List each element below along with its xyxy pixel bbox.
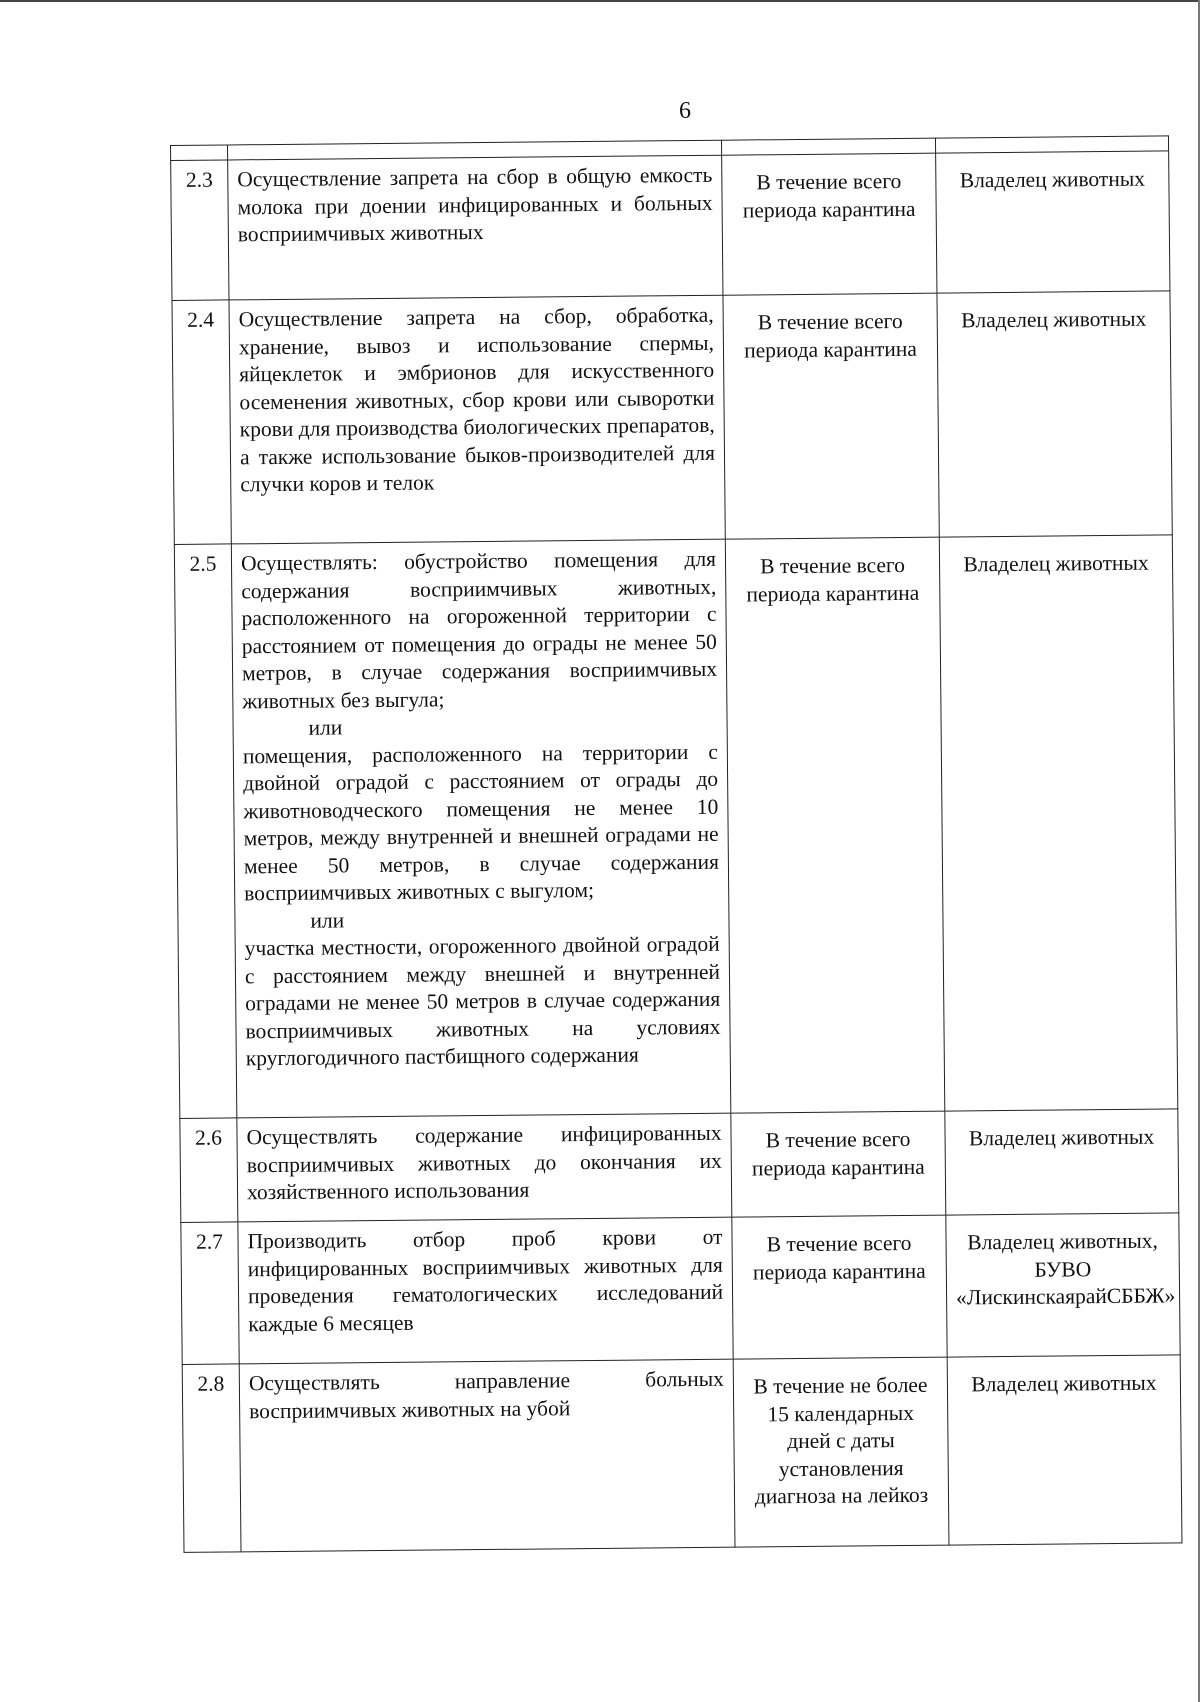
action-text: Осуществлять содержание инфицированных восприимчивых животных до окончания их хозяйственного использования: [246, 1120, 722, 1205]
row-responsible: Владелец животных: [939, 535, 1177, 1111]
row-responsible: Владелец животных: [936, 151, 1170, 293]
table-row: [174, 535, 1177, 1119]
row-term: В течение всего периода карантина: [731, 1111, 946, 1217]
row-term: В течение всего периода карантина: [732, 1215, 947, 1359]
row-number: 2.5: [174, 544, 237, 1119]
row-responsible: Владелец животных: [947, 1355, 1182, 1545]
action-text: помещения, расположенного на территории с двойной оградой с расстоянием от ограды до животноводческого помещения не менее 10 метров, между внутренней и внешней оградами не менее 50 метров, в случае содержания восприимчивых животных с выгулом;: [242, 739, 720, 906]
scan-edge-top: [0, 0, 1200, 2]
row-action: [231, 539, 730, 1118]
row-action: [237, 1113, 732, 1222]
action-text: Осуществление запрета на сбор, обработка, хранение, вывоз и использование спермы, яйцеклеток и эмбрионов для искусственного осеменения животных, сбор крови или сыворотки крови для производства биологических препаратов, а также использование быков-производителей для случки коров и телок: [238, 302, 716, 497]
row-number: 2.4: [172, 300, 231, 545]
action-text: Осуществлять направление больных восприимчивых животных на убой: [248, 1366, 724, 1423]
action-text: Производить отбор проб крови от инфицированных восприимчивых животных для проведения гематологических исследований каждые 6 месяцев: [247, 1224, 724, 1336]
table-row: [172, 291, 1172, 545]
row-responsible: Владелец животных, БУВО «ЛискинскаярайСББЖ»: [946, 1213, 1180, 1357]
action-or-separator: или: [310, 907, 345, 933]
row-action: [238, 1217, 733, 1364]
row-number: 2.3: [171, 160, 229, 301]
table-row: [182, 1355, 1182, 1553]
action-text: участка местности, огороженного двойной оградой с расстоянием между внешней и внутренней оградами не менее 50 метров в случае содержания восприимчивых животных на условиях круглогодичного пастбищного содержания: [244, 931, 721, 1071]
row-number: 2.8: [182, 1364, 241, 1553]
table-row: [181, 1213, 1180, 1365]
table-row: [171, 151, 1170, 301]
action-or-separator: или: [308, 715, 343, 740]
row-number: 2.6: [180, 1118, 238, 1223]
row-responsible: Владелец животных: [945, 1109, 1179, 1215]
action-text: Осуществлять: обустройство помещения для содержания восприимчивых животных, расположенного на огороженной территории с расстоянием от помещения до ограды не менее 50 метров, в случае содержания восприимчивых животных без выгула;: [240, 546, 718, 713]
row-action: [228, 155, 723, 300]
measures-table: [170, 135, 1182, 1553]
row-term: В течение всего периода карантина: [725, 537, 945, 1113]
row-number: 2.7: [181, 1222, 239, 1365]
page-number: 6: [679, 98, 691, 124]
row-term: В течение всего периода карантина: [722, 153, 937, 295]
row-term: В течение не более 15 календарных дней с даты установления диагноза на лейкоз: [733, 1357, 949, 1547]
row-action: [239, 1359, 735, 1552]
row-responsible: Владелец животных: [937, 291, 1172, 537]
header-cell: [171, 145, 228, 161]
action-text: Осуществление запрета на сбор в общую емкость молока при доении инфицированных и больных восприимчивых животных: [237, 162, 713, 247]
row-term: В течение всего периода карантина: [723, 293, 939, 539]
table-row: [180, 1109, 1179, 1223]
row-action: [229, 295, 725, 544]
